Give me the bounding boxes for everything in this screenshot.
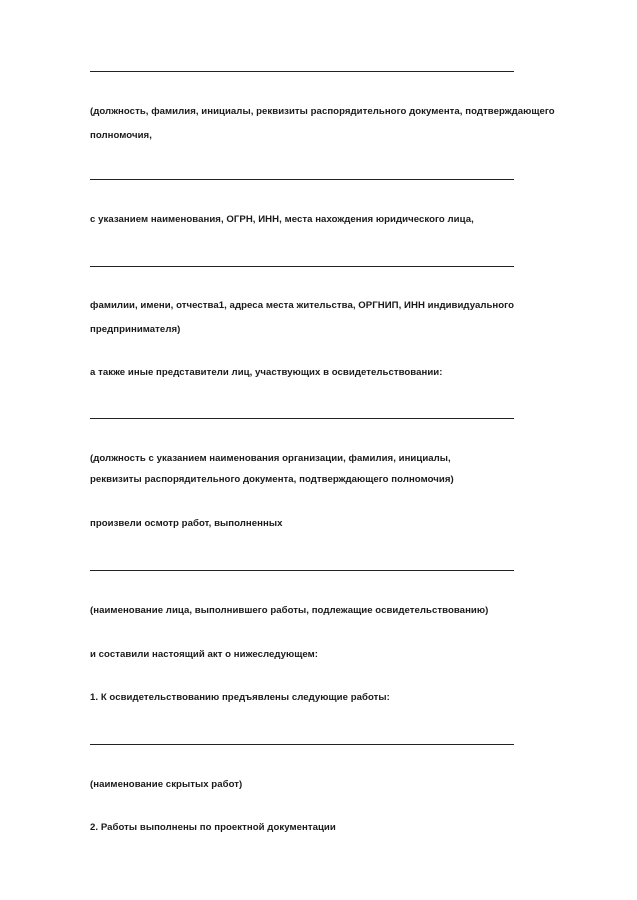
caption-line: с указанием наименования, ОГРН, ИНН, места нахождения юридического лица,: [90, 214, 474, 225]
caption-line: (должность с указанием наименования организации, фамилия, инициалы,: [90, 453, 451, 464]
blank-underline: [90, 570, 514, 571]
blank-underline: [90, 266, 514, 267]
caption-line: (должность, фамилия, инициалы, реквизиты распорядительного документа, подтверждающего: [90, 106, 555, 117]
blank-underline: [90, 179, 514, 180]
caption-line: (наименование скрытых работ): [90, 779, 243, 790]
caption-line: (наименование лица, выполнившего работы, подлежащие освидетельствованию): [90, 605, 489, 616]
blank-underline: [90, 418, 514, 419]
text-line: произвели осмотр работ, выполненных: [90, 518, 283, 529]
text-line: а также иные представители лиц, участвующих в освидетельствовании:: [90, 367, 443, 378]
blank-underline: [90, 71, 514, 72]
text-line: и составили настоящий акт о нижеследующем:: [90, 649, 319, 660]
blank-underline: [90, 744, 514, 745]
caption-line: предпринимателя): [90, 324, 181, 335]
caption-line: полномочия,: [90, 130, 152, 141]
numbered-item: 1. К освидетельствованию предъявлены следующие работы:: [90, 692, 390, 703]
numbered-item: 2. Работы выполнены по проектной документации: [90, 822, 336, 833]
caption-line: фамилии, имени, отчества1, адреса места жительства, ОРГНИП, ИНН индивидуального: [90, 300, 515, 311]
caption-line: реквизиты распорядительного документа, подтверждающего полномочия): [90, 474, 454, 485]
